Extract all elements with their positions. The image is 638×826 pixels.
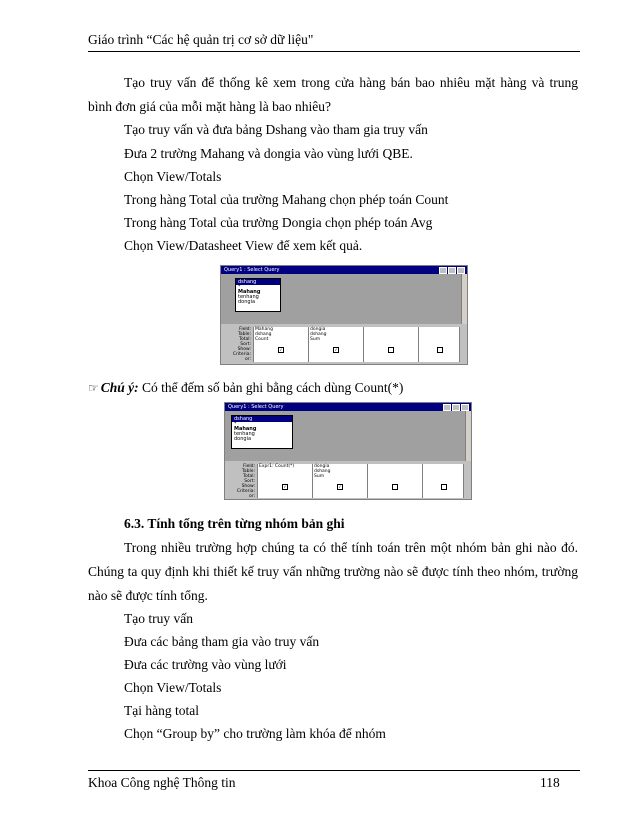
field-cell[interactable]: Mahang xyxy=(255,327,273,332)
page-number: 118 xyxy=(540,775,560,790)
step-2-4: Chọn View/Totals xyxy=(124,680,222,695)
show-checkbox[interactable] xyxy=(441,484,447,490)
grid-column[interactable] xyxy=(313,464,368,498)
grid-column[interactable] xyxy=(254,327,309,362)
grid-column[interactable] xyxy=(364,327,419,362)
table-cell[interactable]: dshang xyxy=(255,332,272,337)
paragraph-2-cont: Chúng ta quy định khi thiết kế truy vấn những trường nào sẽ được tính theo nhóm, trường xyxy=(88,564,578,579)
grid-column[interactable] xyxy=(309,327,364,362)
row-label: Sort: xyxy=(244,479,255,484)
note-text: Có thể đếm số bản ghi bằng cách dùng Count(*) xyxy=(138,380,404,395)
table-cell[interactable]: dshang xyxy=(310,332,327,337)
field-cell[interactable]: Expr1: Count(*) xyxy=(259,464,295,469)
section-title: 6.3. Tính tổng trên từng nhóm bản ghi xyxy=(124,516,345,531)
field-item[interactable]: dongia xyxy=(238,299,256,305)
step-1-3: Chọn View/Totals xyxy=(124,169,222,184)
header-rule xyxy=(88,51,580,52)
paragraph-2-end: nào sẽ được tính tổng. xyxy=(88,588,208,603)
grid-column[interactable] xyxy=(423,464,464,498)
grid-column[interactable] xyxy=(419,327,460,362)
field-list-title: dshang xyxy=(236,279,280,285)
step-1-1: Tạo truy vấn và đưa bảng Dshang vào tham gia truy vấn xyxy=(124,122,428,137)
qbe-grid-2 xyxy=(225,461,471,499)
field-item[interactable]: Mahang xyxy=(238,289,261,295)
close-icon[interactable] xyxy=(457,267,465,274)
note-line xyxy=(88,380,403,396)
show-checkbox[interactable]: ✓ xyxy=(338,484,342,489)
paragraph-1: Tạo truy vấn để thống kê xem trong cửa hàng bán bao nhiêu mặt hàng và trung xyxy=(124,75,578,90)
query-window-2 xyxy=(224,402,472,500)
minimize-icon[interactable] xyxy=(443,404,451,411)
field-list-title: dshang xyxy=(232,416,292,422)
row-label: Total: xyxy=(238,337,251,342)
note-label: Chú ý: xyxy=(100,380,139,395)
row-label: Show: xyxy=(237,347,251,352)
field-list-1 xyxy=(235,278,281,312)
row-label: Sort: xyxy=(240,342,251,347)
field-item[interactable]: * xyxy=(238,284,241,290)
step-1-5: Trong hàng Total của trường Dongia chọn phép toán Avg xyxy=(124,215,433,230)
maximize-icon[interactable] xyxy=(452,404,460,411)
total-cell[interactable]: Sum xyxy=(310,337,321,342)
show-checkbox[interactable] xyxy=(437,347,443,353)
footer-rule xyxy=(88,770,580,771)
field-list-2 xyxy=(231,415,293,449)
field-item[interactable]: dongia xyxy=(234,436,252,442)
step-2-1: Tạo truy vấn xyxy=(124,611,193,626)
maximize-icon[interactable] xyxy=(448,267,456,274)
row-label: Table: xyxy=(237,332,251,337)
grid-columns xyxy=(253,327,460,362)
minimize-icon[interactable] xyxy=(439,267,447,274)
show-checkbox[interactable]: ✓ xyxy=(283,484,287,489)
page-header: Giáo trình “Các hệ quản trị cơ sở dữ liệu" xyxy=(88,32,314,47)
show-checkbox[interactable] xyxy=(392,484,398,490)
grid-column[interactable] xyxy=(368,464,423,498)
step-2-6: Chọn “Group by” cho trường làm khóa để nhóm xyxy=(124,726,386,741)
window-1-title: Query1 : Select Query xyxy=(224,267,280,273)
table-pane-2 xyxy=(225,411,471,461)
field-item[interactable]: tenhang xyxy=(238,294,259,300)
pointing-hand-icon: ☞ xyxy=(88,381,99,395)
show-checkbox[interactable]: ✓ xyxy=(279,347,283,352)
total-cell[interactable]: Sum xyxy=(314,474,325,479)
paragraph-1-cont: bình đơn giá của mỗi mặt hàng là bao nhiêu? xyxy=(88,99,331,114)
step-1-2: Đưa 2 trường Mahang và dongia vào vùng lưới QBE. xyxy=(124,146,413,161)
row-label: Criteria: xyxy=(236,489,255,494)
row-label: Total: xyxy=(242,474,255,479)
row-label: Field: xyxy=(243,464,255,469)
step-1-4: Trong hàng Total của trường Mahang chọn phép toán Count xyxy=(124,192,449,207)
show-checkbox[interactable]: ✓ xyxy=(334,347,338,352)
table-pane-1 xyxy=(221,274,467,324)
field-item[interactable]: Mahang xyxy=(234,426,257,432)
total-cell[interactable]: Count xyxy=(255,337,269,342)
query-window-1 xyxy=(220,265,468,365)
qbe-grid-1 xyxy=(221,324,467,364)
row-label: or: xyxy=(248,494,255,499)
row-label: Criteria: xyxy=(232,352,251,357)
grid-column[interactable] xyxy=(258,464,313,498)
grid-columns xyxy=(257,464,464,498)
window-2-title: Query1 : Select Query xyxy=(228,404,284,410)
row-label: Table: xyxy=(241,469,255,474)
field-item[interactable]: * xyxy=(234,421,237,427)
field-item[interactable]: tenhang xyxy=(234,431,255,437)
vertical-scrollbar[interactable] xyxy=(461,274,467,324)
row-label: Show: xyxy=(241,484,255,489)
show-checkbox[interactable] xyxy=(388,347,394,353)
step-1-6: Chọn View/Datasheet View để xem kết quả. xyxy=(124,238,363,253)
footer-text: Khoa Công nghệ Thông tin xyxy=(88,775,236,790)
row-label: or: xyxy=(244,357,251,362)
field-cell[interactable]: dongia xyxy=(314,464,330,469)
paragraph-2: Trong nhiều trường hợp chúng ta có thể tính toán trên một nhóm bản ghi nào đó. xyxy=(124,540,578,555)
window-1-titlebar xyxy=(221,266,467,274)
field-cell[interactable]: dongia xyxy=(310,327,326,332)
close-icon[interactable] xyxy=(461,404,469,411)
step-2-5: Tại hàng total xyxy=(124,703,199,718)
row-label: Field: xyxy=(239,327,251,332)
table-cell[interactable]: dshang xyxy=(314,469,331,474)
step-2-2: Đưa các bảng tham gia vào truy vấn xyxy=(124,634,320,649)
window-2-titlebar xyxy=(225,403,471,411)
vertical-scrollbar[interactable] xyxy=(465,411,471,461)
step-2-3: Đưa các trường vào vùng lưới xyxy=(124,657,287,672)
